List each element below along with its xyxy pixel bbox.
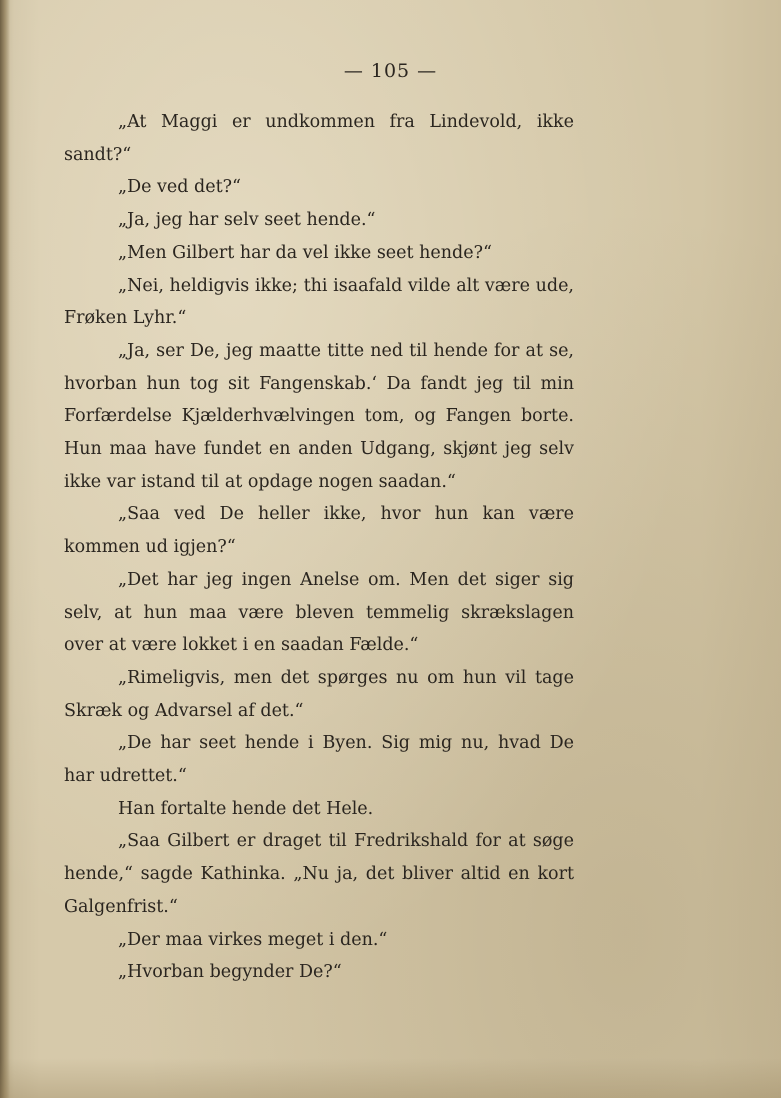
- paragraph: „De ved det?“: [118, 177, 241, 198]
- paragraph: „Ja, jeg har selv seet hende.“: [118, 210, 376, 231]
- paragraph: „At Maggi er undkommen fra Lindevold, ikke sandt?“: [64, 112, 574, 165]
- paragraph: „Saa ved De heller ikke, hvor hun kan være kommen ud igjen?“: [64, 504, 574, 558]
- paragraph: „Rimeligvis, men det spørges nu om hun vil tage Skræk og Advarsel af det.“: [64, 667, 574, 721]
- paragraph: „Der maa virkes meget i den.“: [118, 929, 388, 950]
- paragraph: „Det har jeg ingen Anelse om. Men det siger sig selv, at hun maa være bleven temmelig skrækslagen over at være lokket i en saadan Fælde.“: [64, 569, 574, 656]
- page-bottom-edge: [0, 1058, 781, 1098]
- paragraph: „Men Gilbert har da vel ikke seet hende?“: [118, 242, 492, 263]
- page-number: — 105 —: [343, 60, 438, 82]
- paragraph: „Nei, heldigvis ikke; thi isaafald vilde alt være ude, Frøken Lyhr.“: [64, 275, 574, 329]
- paragraph: „De har seet hende i Byen. Sig mig nu, hvad De har udrettet.“: [64, 733, 574, 787]
- binding-edge: [0, 0, 10, 1098]
- text-block: [64, 106, 574, 989]
- paragraph: Han fortalte hende det Hele.: [118, 798, 374, 819]
- paragraph: „Ja, ser De, jeg maatte titte ned til hende for at se, hvorban hun tog sit Fangenskab.‘ Da fandt jeg til min Forfærdelse Kjælderhvælvingen tom, og Fangen borte. Hun maa have fundet en anden Udgang, skjønt jeg selv ikke var istand til at opdage nogen saadan.“: [64, 340, 574, 492]
- paragraph: „Saa Gilbert er draget til Fredrikshald for at søge hende,“ sagde Kathinka. „Nu ja, det bliver altid en kort Galgenfrist.“: [64, 831, 574, 917]
- paragraph: „Hvorban begynder De?“: [118, 962, 342, 983]
